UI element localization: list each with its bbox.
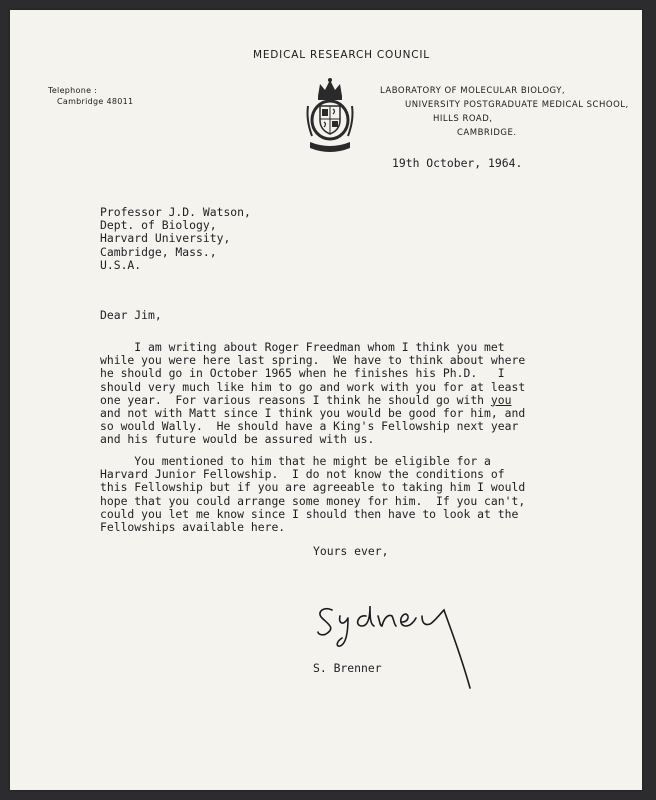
text-line: Harvard Junior Fellowship. I do not know the conditions of (100, 467, 505, 482)
handwritten-signature (310, 592, 480, 692)
recipient-line: Cambridge, Mass., (100, 244, 217, 259)
telephone-number: Cambridge 48011 (57, 97, 134, 106)
text-line: this Fellowship but if you are agreeable to taking him I would (100, 480, 526, 495)
royal-crest-icon (304, 76, 356, 156)
closing: Yours ever, (313, 544, 389, 558)
recipient-line: Professor J.D. Watson, (100, 205, 251, 219)
text-line: hope that you could arrange some money for him. If you can't, (100, 493, 526, 508)
lab-address-line-2: UNIVERSITY POSTGRADUATE MEDICAL SCHOOL, (405, 100, 629, 110)
salutation: Dear Jim, (100, 308, 162, 322)
signer-name: S. Brenner (313, 661, 382, 675)
paragraph-2 (100, 455, 525, 534)
recipient-line: Harvard University, (100, 231, 231, 246)
letter-page (10, 10, 642, 790)
lab-address-line-3: HILLS ROAD, (433, 114, 493, 124)
recipient-line: U.S.A. (100, 257, 142, 272)
text-line: should very much like him to go and work with you for at least (100, 379, 526, 394)
text-line: Fellowships available here. (100, 520, 286, 535)
text-line-part: one year. For various reasons I think he should go with (100, 392, 491, 407)
text-line: and his future would be assured with us. (100, 432, 375, 447)
recipient-line: Dept. of Biology, (100, 218, 217, 233)
text-line: You mentioned to him that he might be eligible for a (100, 454, 491, 468)
text-line: so would Wally. He should have a King's Fellowship next year (100, 419, 519, 434)
text-line: he should go in October 1965 when he finishes his Ph.D. I (100, 366, 505, 381)
lab-address-line-1: LABORATORY OF MOLECULAR BIOLOGY, (380, 86, 566, 96)
underlined-word: you (490, 392, 512, 407)
text-line: and not with Matt since I think you would be good for him, and (100, 406, 526, 421)
lab-address-line-4: CAMBRIDGE. (457, 128, 517, 138)
letterhead-organization: MEDICAL RESEARCH COUNCIL (253, 49, 430, 61)
text-line: while you were here last spring. We have to think about where (100, 353, 526, 368)
text-line: I am writing about Roger Freedman whom I think you met (100, 340, 505, 354)
telephone-label: Telephone : (48, 86, 98, 95)
recipient-address (100, 206, 251, 272)
letter-date: 19th October, 1964. (392, 156, 523, 170)
text-line: could you let me know since I should then have to look at the (100, 506, 519, 521)
paragraph-1 (100, 341, 525, 447)
